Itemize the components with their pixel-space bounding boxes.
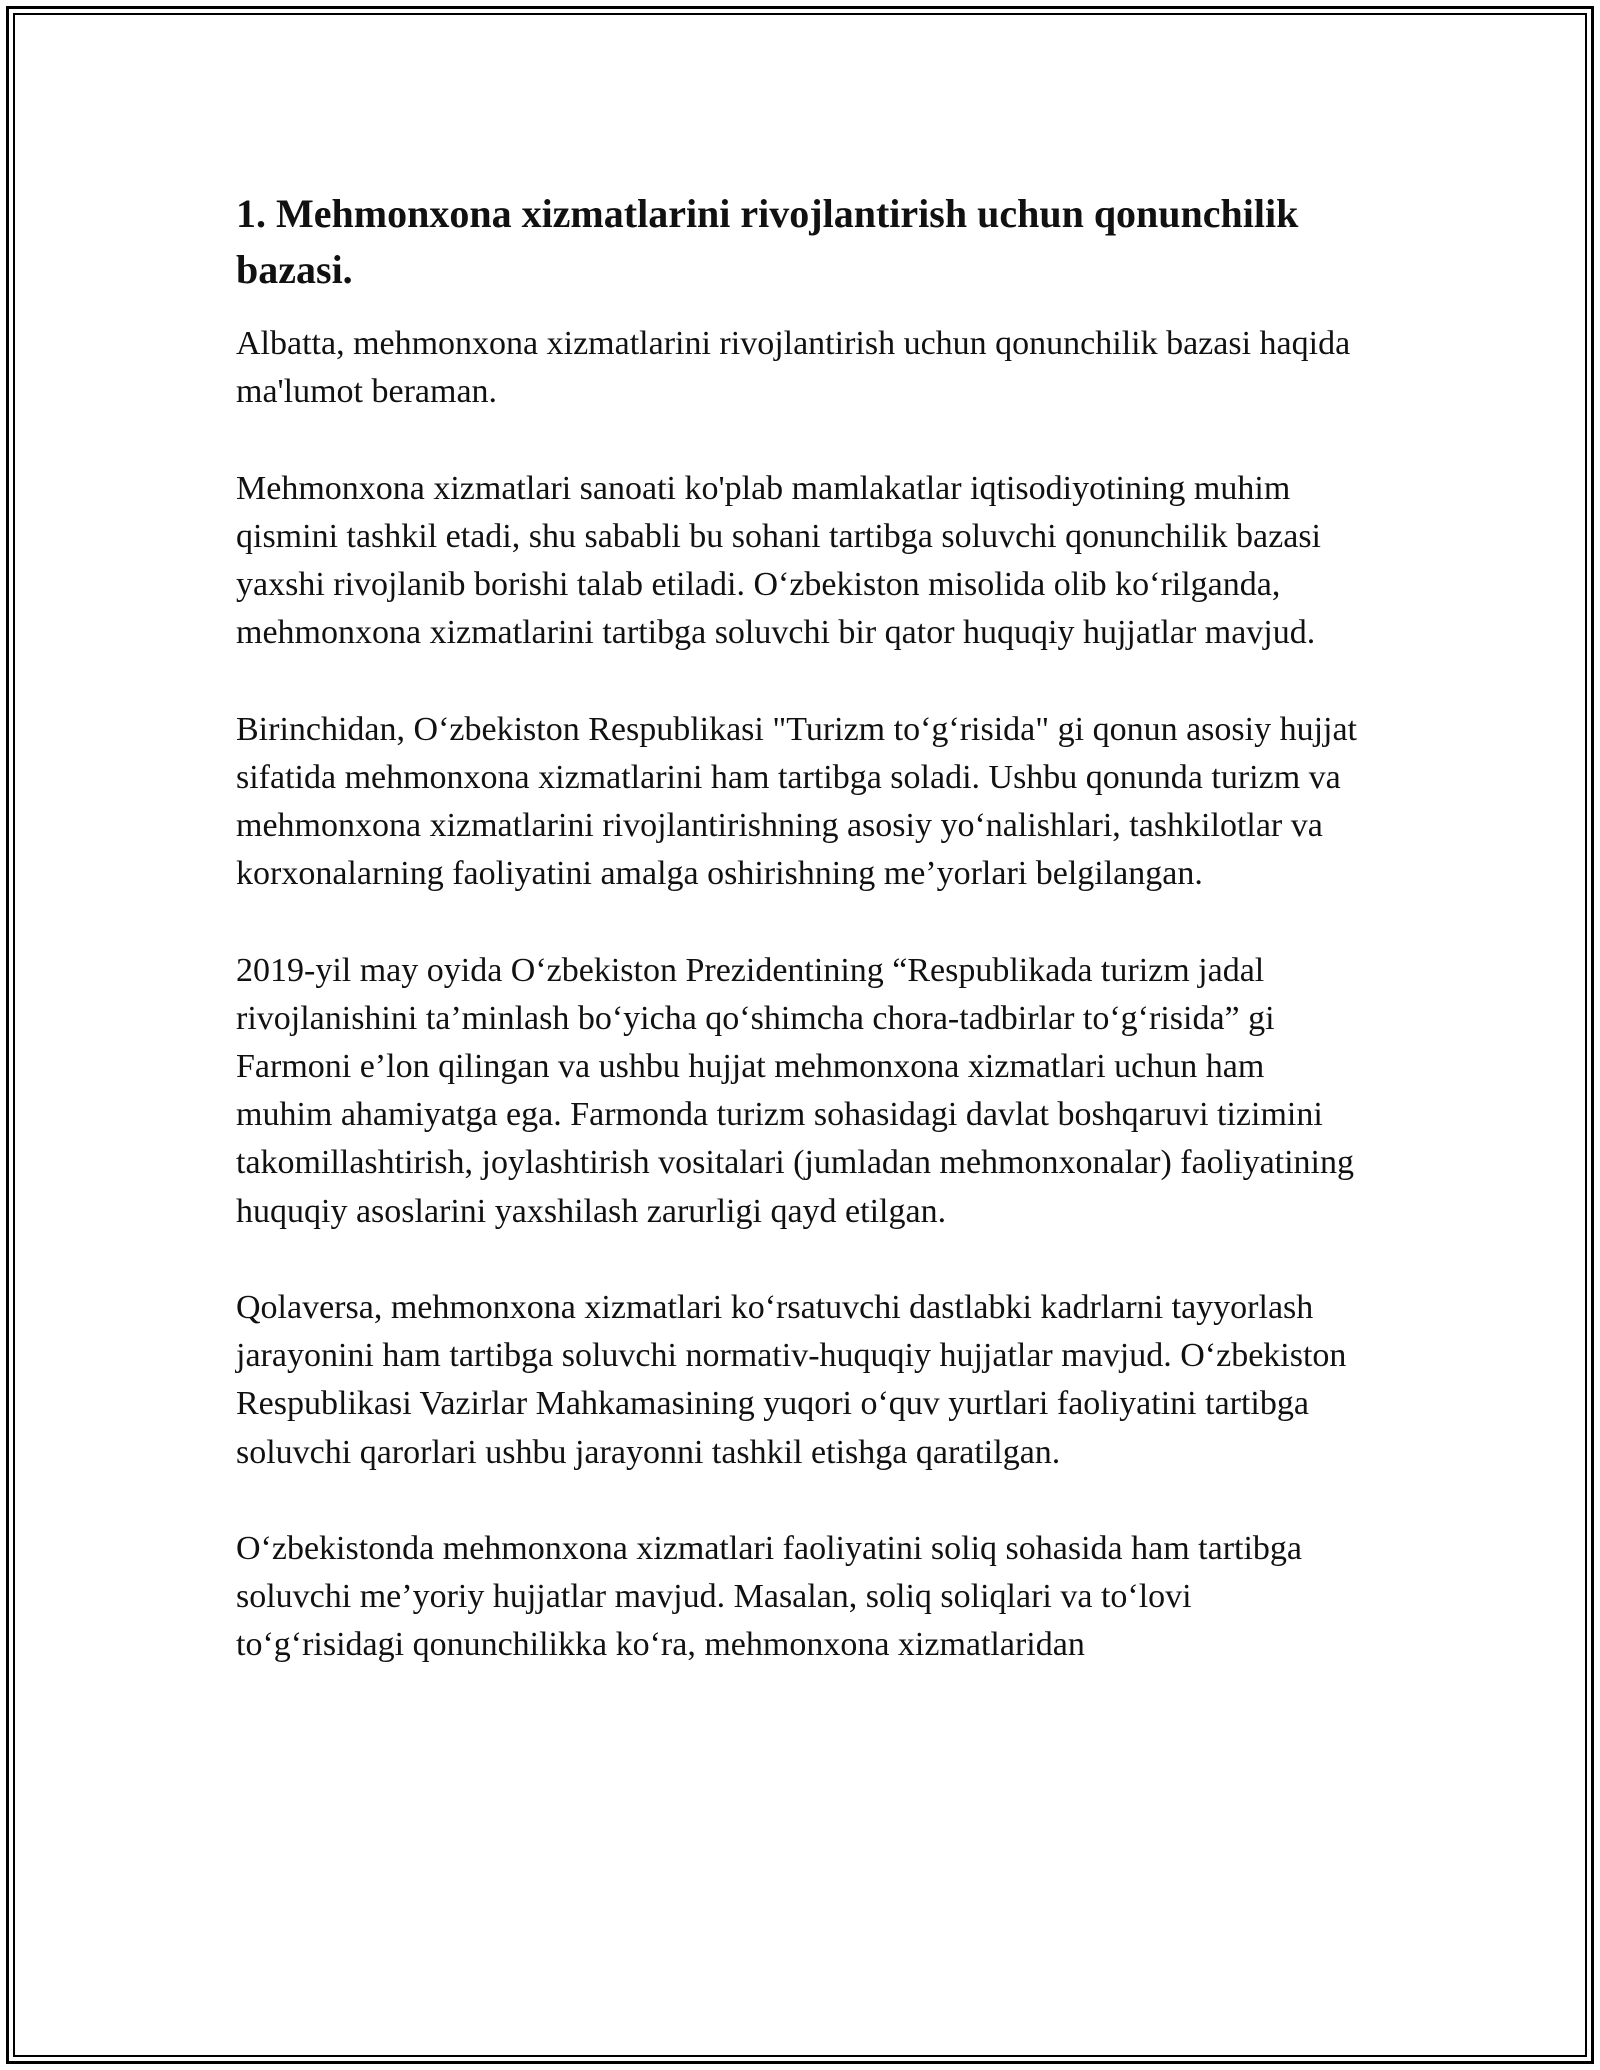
document-body	[236, 186, 1366, 1718]
paragraph-presidential-decree: 2019-yil may oyida O‘zbekiston Prezidentining “Respublikada turizm jadal rivojlanishini ta’minlash bo‘yicha qo‘shimcha chora-tadbirlar to‘g‘risida” gi Farmoni e’lon qilingan va ushbu hujjat mehmonxona xizmatlari uchun ham muhim ahamiyatga ega. Farmonda turizm sohasidagi davlat boshqaruvi tizimini takomillashtirish, joylashtirish vositalari (jumladan mehmonxonalar) faoliyatining huquqiy asoslarini yaxshilash zarurligi qayd etilgan.	[236, 951, 1354, 1230]
paragraph-tourism-law: Birinchidan, O‘zbekiston Respublikasi "Turizm to‘g‘risida" gi qonun asosiy hujjat sifatida mehmonxona xizmatlarini ham tartibga soladi. Ushbu qonunda turizm va mehmonxona xizmatlarini rivojlantirishning asosiy yo‘nalishlari, tashkilotlar va korxonalarning faoliyatini amalga oshirishning me’yorlari belgilangan.	[236, 710, 1358, 893]
paragraph-overview: Mehmonxona xizmatlari sanoati ko'plab mamlakatlar iqtisodiyotining muhim qismini tashkil etadi, shu sababli bu sohani tartibga soluvchi qonunchilik bazasi yaxshi rivojlanib borishi talab etiladi. O‘zbekiston misolida olib ko‘rilganda, mehmonxona xizmatlarini tartibga soluvchi bir qator huquqiy hujjatlar mavjud.	[236, 469, 1321, 652]
section-heading: 1. Mehmonxona xizmatlarini rivojlantirish uchun qonunchilik bazasi.	[236, 191, 1299, 292]
paragraph-tax-regulation: O‘zbekistonda mehmonxona xizmatlari faoliyatini soliq sohasida ham tartibga soluvchi me’yoriy hujjatlar mavjud. Masalan, soliq soliqlari va to‘lovi to‘g‘risidagi qonunchilikka ko‘ra, mehmonxona xizmatlaridan	[236, 1530, 1303, 1664]
paragraph-personnel-training: Qolaversa, mehmonxona xizmatlari ko‘rsatuvchi dastlabki kadrlarni tayyorlash jarayonini ham tartibga soluvchi normativ-huquqiy hujjatlar mavjud. O‘zbekiston Respublikasi Vazirlar Mahkamasining yuqori o‘quv yurtlari faoliyatini tartibga soluvchi qarorlari ushbu jarayonni tashkil etishga qaratilgan.	[236, 1289, 1347, 1471]
paragraph-intro: Albatta, mehmonxona xizmatlarini rivojlantirish uchun qonunchilik bazasi haqida ma'lumot beraman.	[236, 325, 1351, 411]
